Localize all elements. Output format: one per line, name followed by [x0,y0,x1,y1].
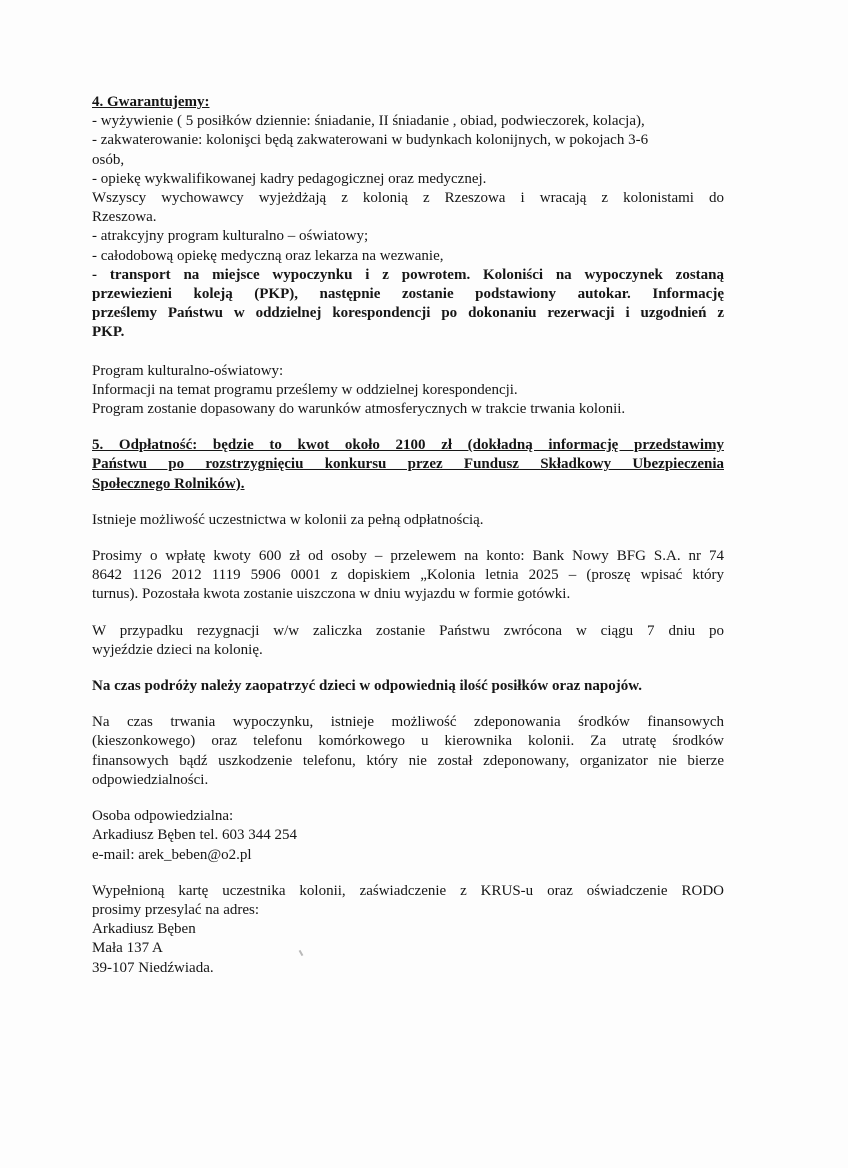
transport-line: prześlemy Państwu w oddzielnej korespondencji po dokonaniu rezerwacji i uzgodnień z [92,305,724,322]
program-paragraph [92,362,724,420]
guarantee-line: - atrakcyjny program kulturalno – oświatowy; [92,228,369,245]
program-line: Program zostanie dopasowany do warunków atmosferycznych w trakcie trwania kolonii. [92,401,626,418]
transport-line: przewiezieni koleją (PKP), następnie zostanie podstawiony autokar. Informację [92,286,724,303]
mailing-line: prosimy przesylać na adres: [92,901,260,918]
program-line: Program kulturalno-oświatowy: [92,362,284,379]
section-heading: 4. Gwarantujemy: [92,94,210,110]
guarantee-line: - opiekę wykwalifikowanej kadry pedagogicznej oraz medycznej. [92,170,487,187]
full-payment-line: Istnieje możliwość uczestnictwa w kolonii za pełną odpłatnością. [92,511,484,528]
section-guarantees [92,93,724,343]
payment-heading-line: 5. Odpłatność: będzie to kwot około 2100 zł (dokładną informację przedstawimy [92,437,724,454]
address-line: Arkadiusz Bęben [92,921,196,938]
guarantee-line: Rzeszowa. [92,209,157,226]
contact-label: Osoba odpowiedzialna: [92,808,234,825]
address-line: Mała 137 A [92,940,163,957]
payment-heading-line: Społecznego Rolników). [92,475,245,492]
program-line: Informacji na temat programu prześlemy w oddzielnej korespondencji. [92,381,518,398]
deposit-line: Na czas trwania wypoczynku, istnieje możliwość zdeponowania środków finansowych [92,714,724,731]
contact-person: Arkadiusz Bęben tel. 603 344 254 [92,827,297,844]
section-payment-amount [92,436,724,494]
payment-line: turnus). Pozostała kwota zostanie uiszczona w dniu wyjazdu w formie gotówki. [92,586,571,603]
mailing-block [92,882,724,978]
payment-heading-line: Państwu po rozstrzygnięciu konkursu przez Fundusz Składkowy Ubezpieczenia [92,456,724,473]
mailing-line: Wypełnioną kartę uczestnika kolonii, zaświadczenie z KRUS-u oraz oświadczenie RODO [92,882,724,899]
deposit-paragraph [92,713,724,790]
resignation-line: W przypadku rezygnacji w/w zaliczka zostanie Państwu zwrócona w ciągu 7 dniu po [92,622,724,639]
full-payment-paragraph [92,511,724,530]
guarantee-line: - zakwaterowanie: kolonişci będą zakwaterowani w budynkach kolonijnych, w pokojach 3-6 [92,132,649,149]
resignation-line: wyjeździe dzieci na kolonię. [92,641,263,658]
deposit-line: finansowych bądź uszkodzenie telefonu, który nie został zdeponowany, organizator nie bierze [92,752,724,769]
address-line: 39-107 Niedźwiada. [92,959,214,976]
guarantee-line: Wszyscy wychowawcy wyjeżdżają z kolonią z Rzeszowa i wracają z kolonistami do [92,190,724,207]
transport-line: PKP. [92,324,125,341]
deposit-line: odpowiedzialności. [92,771,209,788]
guarantee-line: - wyżywienie ( 5 posiłków dziennie: śniadanie, II śniadanie , obiad, podwieczorek, kolacja), [92,113,645,130]
travel-note-paragraph [92,677,724,696]
payment-line: 8642 1126 2012 1119 5906 0001 z dopiskiem „Kolonia letnia 2025 – (proszę wpisać który [92,567,724,584]
transport-line: - transport na miejsce wypoczynku i z powrotem. Koloniści na wypoczynek zostaną [92,266,724,283]
travel-note-line: Na czas podróży należy zaopatrzyć dzieci w odpowiednią ilość posiłków oraz napojów. [92,678,642,695]
document-body [92,93,724,978]
contact-email: e-mail: arek_beben@o2.pl [92,846,252,863]
payment-instructions [92,547,724,605]
payment-line: Prosimy o wpłatę kwoty 600 zł od osoby – przelewem na konto: Bank Nowy BFG S.A. nr 74 [92,548,724,565]
deposit-line: (kieszonkowego) oraz telefonu komórkowego u kierownika kolonii. Za utratę środków [92,733,724,750]
guarantee-line: - całodobową opiekę medyczną oraz lekarza na wezwanie, [92,247,444,264]
guarantee-line: osób, [92,151,125,168]
contact-block [92,807,724,865]
resignation-paragraph [92,622,724,660]
